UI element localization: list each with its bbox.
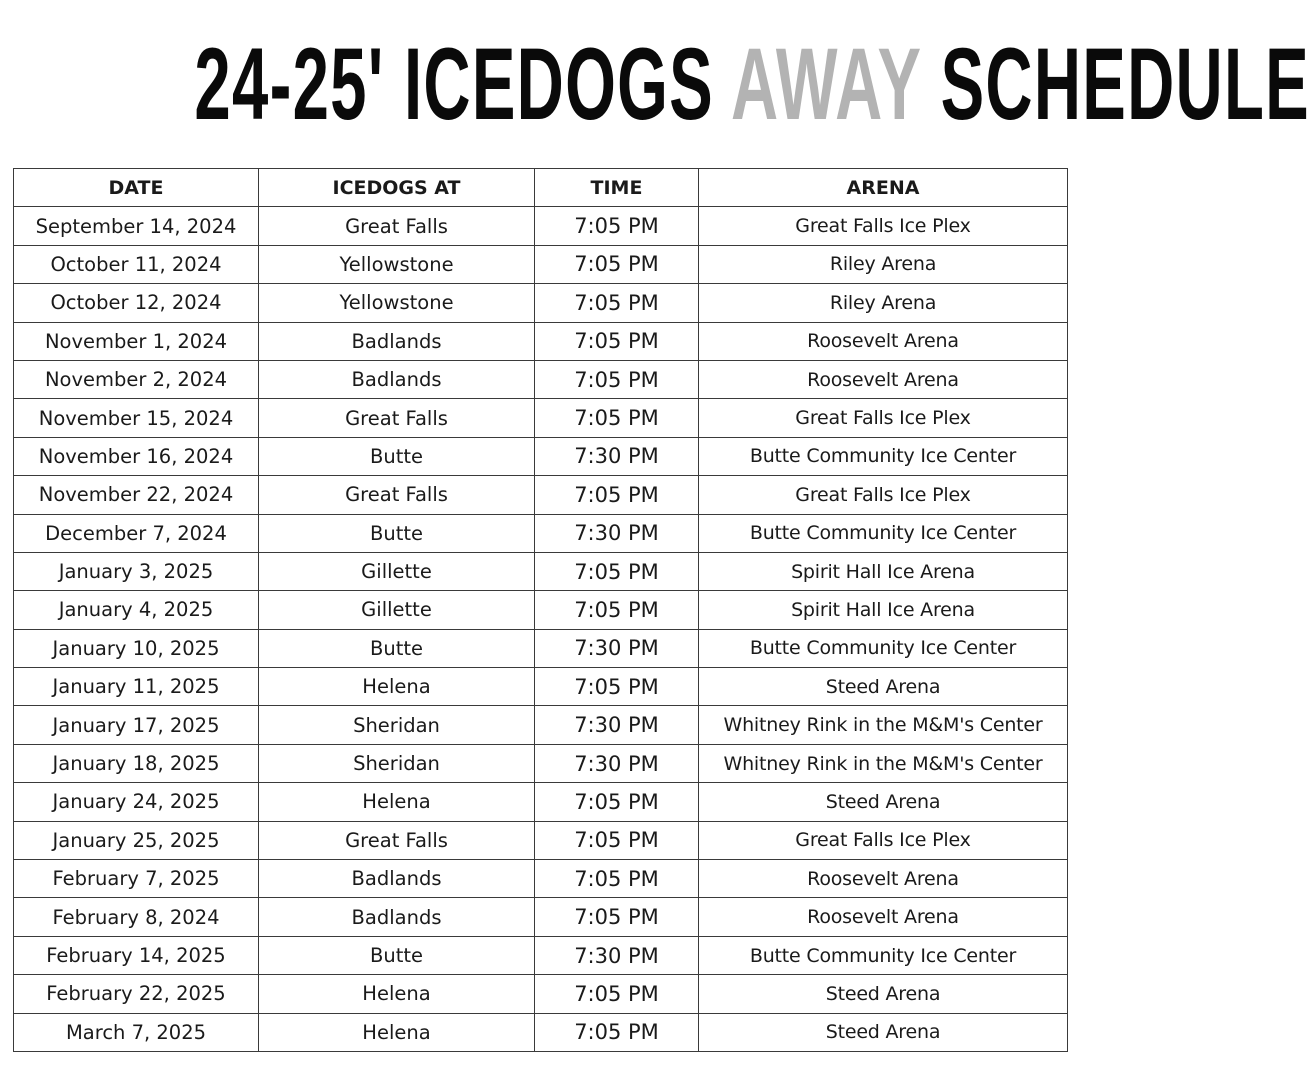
- arena-cell: Steed Arena: [699, 783, 1068, 821]
- header-arena: ARENA: [699, 169, 1068, 207]
- arena-cell: Spirit Hall Ice Arena: [699, 591, 1068, 629]
- arena-cell: Roosevelt Arena: [699, 898, 1068, 936]
- date-cell: March 7, 2025: [14, 1013, 259, 1051]
- time-cell: 7:30 PM: [535, 629, 699, 667]
- time-cell: 7:30 PM: [535, 936, 699, 974]
- arena-cell: Great Falls Ice Plex: [699, 476, 1068, 514]
- opponent-cell: Gillette: [259, 552, 535, 590]
- time-cell: 7:05 PM: [535, 399, 699, 437]
- table-row: [14, 207, 1068, 245]
- date-cell: October 12, 2024: [14, 284, 259, 322]
- time-cell: 7:05 PM: [535, 860, 699, 898]
- table-row: [14, 476, 1068, 514]
- date-cell: October 11, 2024: [14, 245, 259, 283]
- opponent-cell: Helena: [259, 975, 535, 1013]
- opponent-cell: Butte: [259, 629, 535, 667]
- date-cell: December 7, 2024: [14, 514, 259, 552]
- title-part-away: AWAY: [731, 27, 922, 141]
- header-row: [14, 169, 1068, 207]
- date-cell: January 4, 2025: [14, 591, 259, 629]
- table-row: [14, 668, 1068, 706]
- table-row: [14, 783, 1068, 821]
- date-cell: November 15, 2024: [14, 399, 259, 437]
- opponent-cell: Helena: [259, 783, 535, 821]
- opponent-cell: Sheridan: [259, 706, 535, 744]
- table-row: [14, 322, 1068, 360]
- arena-cell: Steed Arena: [699, 975, 1068, 1013]
- opponent-cell: Helena: [259, 668, 535, 706]
- time-cell: 7:30 PM: [535, 437, 699, 475]
- date-cell: November 16, 2024: [14, 437, 259, 475]
- arena-cell: Riley Arena: [699, 245, 1068, 283]
- date-cell: September 14, 2024: [14, 207, 259, 245]
- table-row: [14, 399, 1068, 437]
- time-cell: 7:05 PM: [535, 668, 699, 706]
- time-cell: 7:05 PM: [535, 284, 699, 322]
- opponent-cell: Badlands: [259, 322, 535, 360]
- time-cell: 7:05 PM: [535, 975, 699, 1013]
- arena-cell: Riley Arena: [699, 284, 1068, 322]
- time-cell: 7:05 PM: [535, 322, 699, 360]
- table-row: [14, 245, 1068, 283]
- date-cell: November 2, 2024: [14, 360, 259, 398]
- date-cell: February 14, 2025: [14, 936, 259, 974]
- time-cell: 7:30 PM: [535, 706, 699, 744]
- table-row: [14, 437, 1068, 475]
- opponent-cell: Helena: [259, 1013, 535, 1051]
- arena-cell: Whitney Rink in the M&M's Center: [699, 706, 1068, 744]
- header-icedogs-at: ICEDOGS AT: [259, 169, 535, 207]
- opponent-cell: Butte: [259, 514, 535, 552]
- opponent-cell: Sheridan: [259, 744, 535, 782]
- time-cell: 7:05 PM: [535, 898, 699, 936]
- date-cell: January 3, 2025: [14, 552, 259, 590]
- table-row: [14, 898, 1068, 936]
- time-cell: 7:05 PM: [535, 552, 699, 590]
- table-row: [14, 744, 1068, 782]
- date-cell: February 22, 2025: [14, 975, 259, 1013]
- arena-cell: Great Falls Ice Plex: [699, 821, 1068, 859]
- arena-cell: Roosevelt Arena: [699, 360, 1068, 398]
- header-date: DATE: [14, 169, 259, 207]
- arena-cell: Butte Community Ice Center: [699, 629, 1068, 667]
- opponent-cell: Badlands: [259, 860, 535, 898]
- time-cell: 7:05 PM: [535, 207, 699, 245]
- table-row: [14, 1013, 1068, 1051]
- date-cell: February 8, 2024: [14, 898, 259, 936]
- title-part-season: 24-25' ICEDOGS: [194, 27, 731, 141]
- table-row: [14, 975, 1068, 1013]
- table-row: [14, 284, 1068, 322]
- arena-cell: Steed Arena: [699, 1013, 1068, 1051]
- time-cell: 7:05 PM: [535, 821, 699, 859]
- opponent-cell: Gillette: [259, 591, 535, 629]
- opponent-cell: Great Falls: [259, 476, 535, 514]
- table-row: [14, 514, 1068, 552]
- table-row: [14, 936, 1068, 974]
- time-cell: 7:30 PM: [535, 744, 699, 782]
- table-row: [14, 591, 1068, 629]
- schedule-table: [13, 168, 1068, 1052]
- table-row: [14, 552, 1068, 590]
- title-part-schedule: SCHEDULE: [921, 27, 1310, 141]
- date-cell: November 22, 2024: [14, 476, 259, 514]
- arena-cell: Butte Community Ice Center: [699, 936, 1068, 974]
- table-row: [14, 360, 1068, 398]
- time-cell: 7:05 PM: [535, 1013, 699, 1051]
- time-cell: 7:05 PM: [535, 476, 699, 514]
- date-cell: January 18, 2025: [14, 744, 259, 782]
- arena-cell: Roosevelt Arena: [699, 860, 1068, 898]
- time-cell: 7:05 PM: [535, 783, 699, 821]
- arena-cell: Roosevelt Arena: [699, 322, 1068, 360]
- arena-cell: Steed Arena: [699, 668, 1068, 706]
- date-cell: February 7, 2025: [14, 860, 259, 898]
- opponent-cell: Yellowstone: [259, 284, 535, 322]
- schedule-body: [14, 207, 1068, 1052]
- date-cell: January 25, 2025: [14, 821, 259, 859]
- table-row: [14, 706, 1068, 744]
- date-cell: January 17, 2025: [14, 706, 259, 744]
- time-cell: 7:30 PM: [535, 514, 699, 552]
- date-cell: January 24, 2025: [14, 783, 259, 821]
- table-row: [14, 821, 1068, 859]
- opponent-cell: Butte: [259, 936, 535, 974]
- time-cell: 7:05 PM: [535, 245, 699, 283]
- opponent-cell: Butte: [259, 437, 535, 475]
- opponent-cell: Yellowstone: [259, 245, 535, 283]
- arena-cell: Spirit Hall Ice Arena: [699, 552, 1068, 590]
- opponent-cell: Great Falls: [259, 821, 535, 859]
- table-row: [14, 629, 1068, 667]
- arena-cell: Butte Community Ice Center: [699, 514, 1068, 552]
- date-cell: November 1, 2024: [14, 322, 259, 360]
- time-cell: 7:05 PM: [535, 360, 699, 398]
- opponent-cell: Great Falls: [259, 399, 535, 437]
- arena-cell: Great Falls Ice Plex: [699, 207, 1068, 245]
- table-row: [14, 860, 1068, 898]
- arena-cell: Butte Community Ice Center: [699, 437, 1068, 475]
- opponent-cell: Badlands: [259, 898, 535, 936]
- arena-cell: Great Falls Ice Plex: [699, 399, 1068, 437]
- date-cell: January 10, 2025: [14, 629, 259, 667]
- header-time: TIME: [535, 169, 699, 207]
- arena-cell: Whitney Rink in the M&M's Center: [699, 744, 1068, 782]
- date-cell: January 11, 2025: [14, 668, 259, 706]
- opponent-cell: Badlands: [259, 360, 535, 398]
- page-title: [194, 22, 1310, 147]
- opponent-cell: Great Falls: [259, 207, 535, 245]
- time-cell: 7:05 PM: [535, 591, 699, 629]
